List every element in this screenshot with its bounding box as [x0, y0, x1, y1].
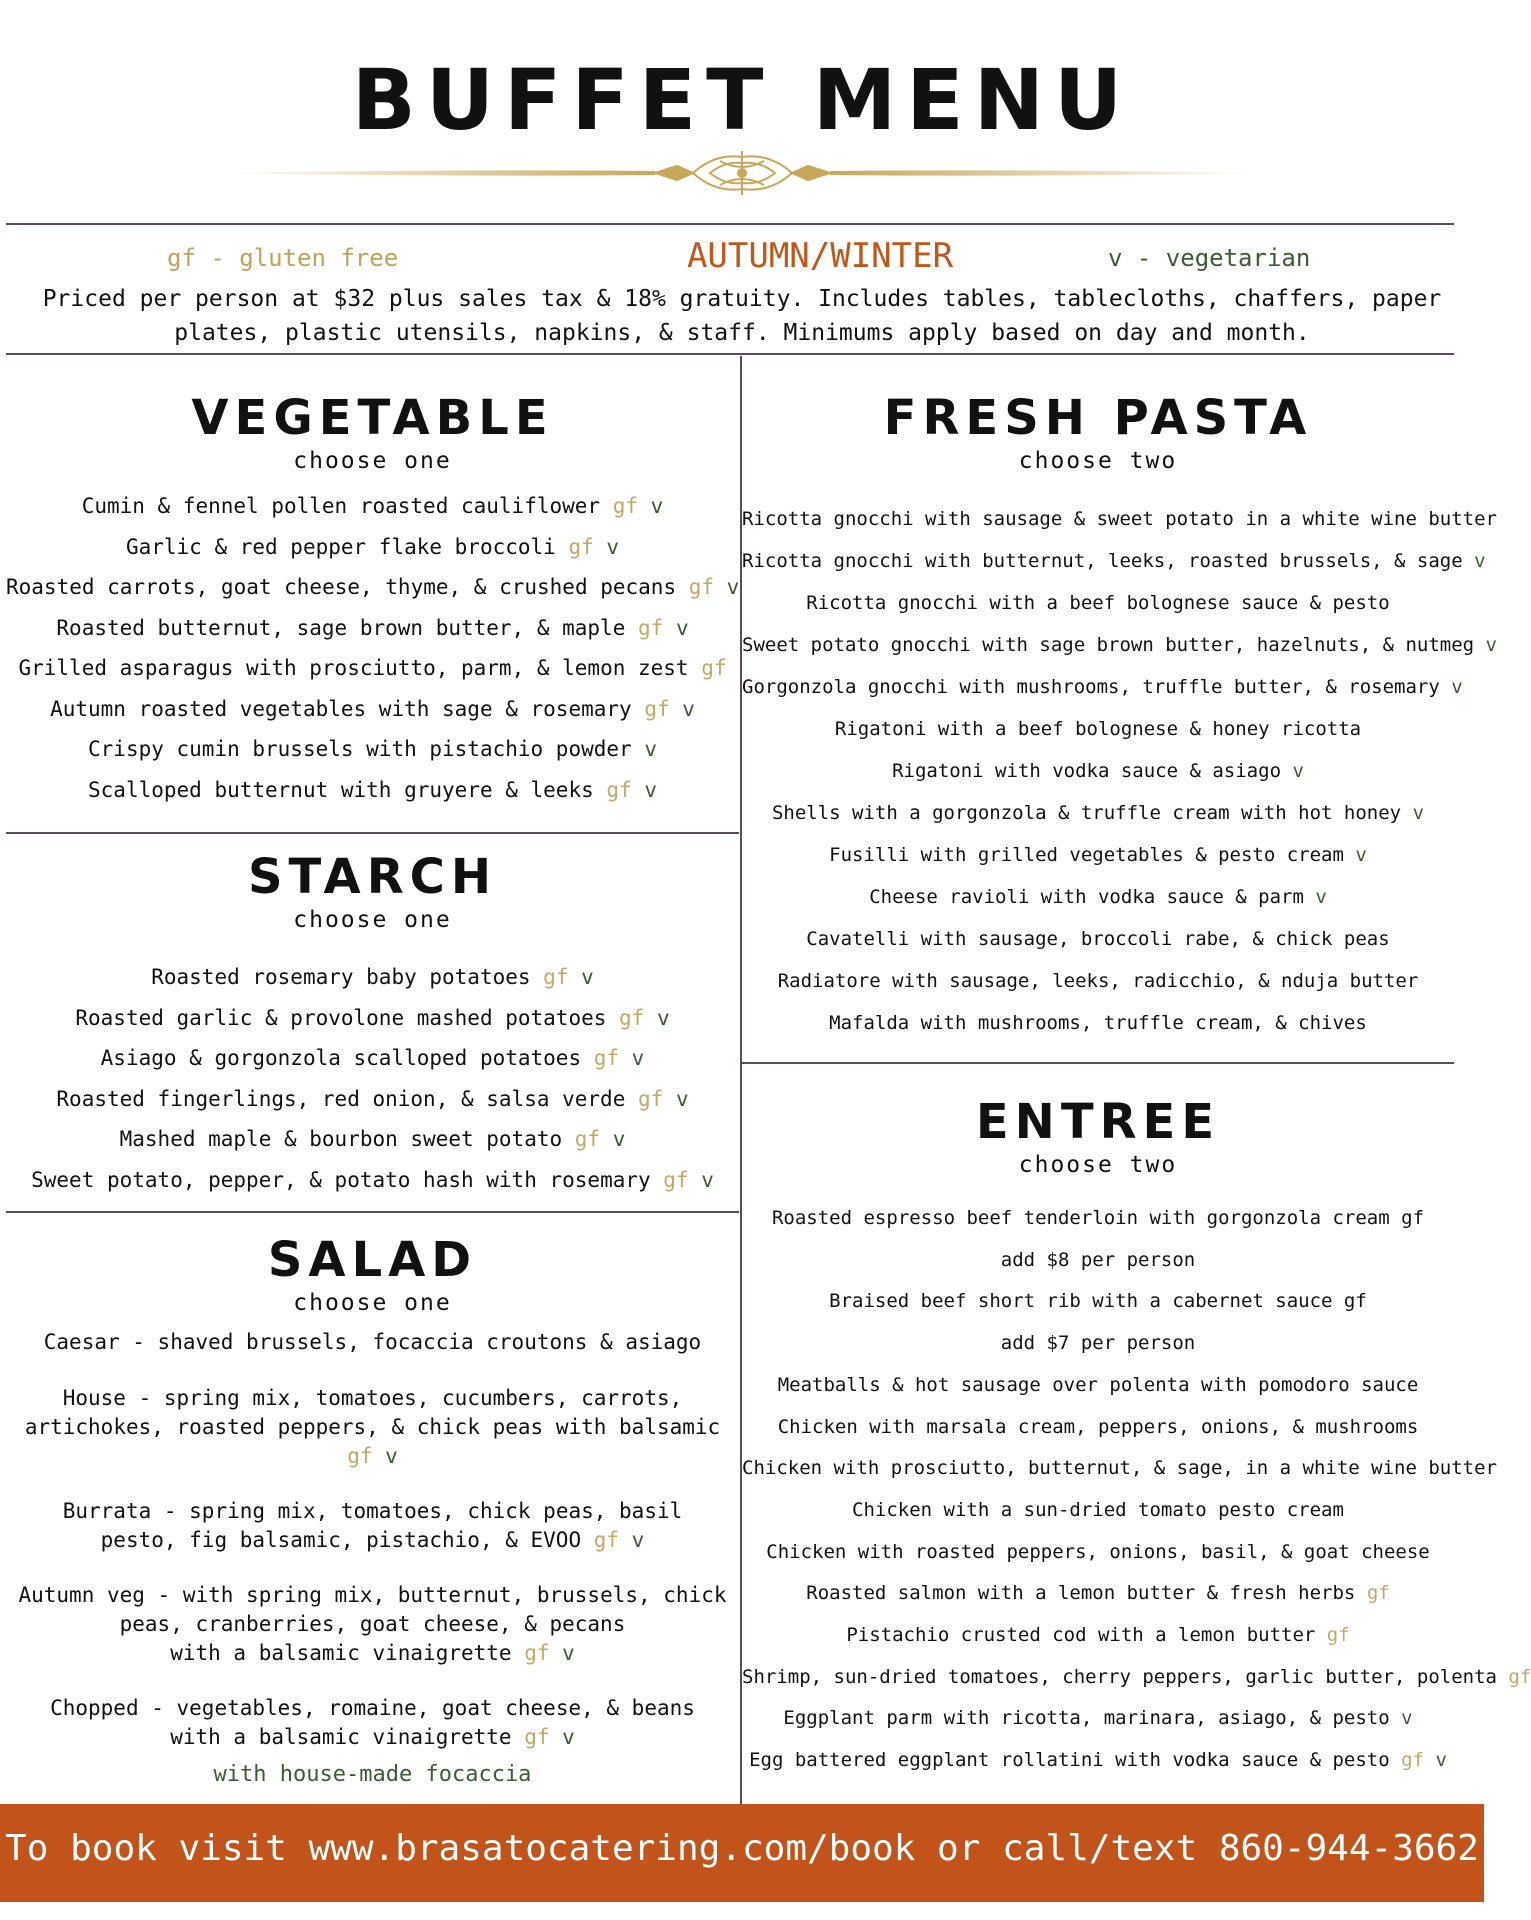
menu-item-text: Crispy cumin brussels with pistachio powder [88, 737, 632, 761]
menu-item-text: Asiago & gorgonzola scalloped potatoes [100, 1046, 582, 1070]
menu-item-text: Meatballs & hot sausage over polenta with pomodoro sauce [777, 1373, 1419, 1396]
salad-section-header [6, 1232, 739, 1316]
menu-item [742, 1448, 1497, 1490]
menu-item-line: Caesar - shaved brussels, focaccia croutons & asiago [43, 1330, 702, 1354]
section-subtitle: choose one [293, 907, 452, 933]
menu-item [742, 540, 1486, 582]
gluten-free-tag: gf [593, 777, 632, 802]
menu-item-text: Grilled asparagus with prosciutto, parm, & lemon zest [18, 656, 689, 680]
menu-item-line: with a balsamic vinaigrette gf v [170, 1725, 575, 1749]
vegetarian-tag: v [631, 777, 657, 802]
menu-item-line: pesto, fig balsamic, pistachio, & EVOO gf v [100, 1528, 645, 1552]
section-divider [6, 1211, 739, 1213]
menu-item [742, 1323, 1454, 1365]
menu-item-line: Burrata - spring mix, tomatoes, chick peas, basil [62, 1499, 683, 1523]
vegetarian-tag: v [638, 494, 664, 518]
menu-item-text: Egg battered eggplant rollatini with vodka sauce & pesto [749, 1749, 1390, 1772]
section-title: ENTREE [975, 1094, 1221, 1150]
season-heading: AUTUMN/WINTER [686, 236, 954, 276]
gluten-free-tag: gf [530, 965, 569, 989]
entree-list [742, 1198, 1531, 1782]
vegetarian-tag: v [663, 615, 689, 640]
vegetarian-tag: v [663, 1086, 689, 1111]
menu-item-line: artichokes, roasted peppers, & chick peas with balsamic gf v [24, 1415, 721, 1468]
menu-item [6, 1581, 739, 1668]
vegetarian-tag: v [619, 1046, 645, 1070]
vegetarian-tag: v [1389, 1707, 1413, 1730]
menu-item [6, 1328, 739, 1357]
vegetarian-tag: v [619, 1528, 645, 1552]
vegetarian-tag: v [549, 1641, 575, 1665]
vegetarian-tag: v [1281, 760, 1304, 782]
menu-item [742, 792, 1454, 834]
vegetable-section-header [6, 390, 739, 474]
vegetable-list [6, 486, 739, 810]
menu-item [742, 1657, 1531, 1699]
gluten-free-tag: gf [511, 1641, 550, 1665]
gluten-free-tag: gf [631, 696, 670, 721]
menu-item-line: House - spring mix, tomatoes, cucumbers, carrots, [62, 1386, 683, 1410]
gluten-free-tag: gf [606, 1005, 645, 1030]
menu-item-text: Shrimp, sun-dried tomatoes, cherry peppers, garlic butter, polenta [742, 1665, 1497, 1688]
menu-item-line: with a balsamic vinaigrette gf v [170, 1641, 575, 1665]
menu-item [742, 1740, 1454, 1782]
menu-item [742, 498, 1497, 540]
vegetarian-tag: v [1424, 1749, 1447, 1772]
menu-item [6, 1038, 739, 1079]
gluten-free-tag: gf [688, 656, 727, 680]
gluten-free-tag: gf [581, 1528, 620, 1552]
gluten-free-tag: gf [600, 494, 638, 518]
menu-item [742, 1281, 1454, 1323]
menu-item-text: Roasted fingerlings, red onion, & salsa verde [56, 1086, 626, 1111]
gluten-free-tag: gf [1355, 1582, 1390, 1605]
menu-item-line: Autumn veg - with spring mix, butternut, brussels, chick [18, 1583, 727, 1607]
menu-item-text: Roasted garlic & provolone mashed potatoes [75, 1005, 607, 1030]
menu-item-text: Radiatore with sausage, leeks, radicchio, & nduja butter [777, 970, 1419, 992]
menu-item-text: Mafalda with mushrooms, truffle cream, & chives [829, 1012, 1367, 1034]
menu-item [742, 1240, 1454, 1282]
menu-item-text: Garlic & red pepper flake broccoli [125, 534, 556, 559]
menu-item [6, 957, 739, 998]
menu-item-text: Ricotta gnocchi with a beef bolognese sauce & pesto [806, 592, 1390, 614]
menu-item-text: Pistachio crusted cod with a lemon butter [846, 1624, 1316, 1647]
menu-item [742, 1198, 1454, 1240]
gluten-free-tag: gf [1496, 1665, 1531, 1688]
vegetarian-tag: v [1474, 634, 1497, 656]
menu-item-text: Rigatoni with vodka sauce & asiago [892, 760, 1282, 782]
pricing-intro-line: plates, plastic utensils, napkins, & staff. Minimums apply based on day and month. [174, 320, 1310, 346]
gluten-free-tag: gf [1315, 1624, 1350, 1647]
menu-item [6, 1119, 739, 1160]
section-subtitle: choose two [1018, 1152, 1178, 1178]
section-subtitle: choose one [293, 1290, 452, 1316]
section-subtitle: choose one [293, 448, 452, 474]
gluten-free-tag: gf [676, 575, 715, 599]
menu-item [6, 1384, 739, 1471]
menu-item-text: Ricotta gnocchi with sausage & sweet potato in a white wine butter [742, 508, 1497, 530]
menu-item-text: Chicken with marsala cream, peppers, onions, & mushrooms [777, 1415, 1419, 1438]
section-title: SALAD [267, 1232, 478, 1288]
menu-item-text: Chicken with a sun-dried tomato pesto cream [852, 1498, 1344, 1521]
starch-section-header [6, 849, 739, 933]
menu-item-text: Cumin & fennel pollen roasted cauliflower [81, 494, 601, 518]
vegetarian-tag: v [1303, 886, 1327, 908]
menu-item-text: Sweet potato, pepper, & potato hash with rosemary [31, 1167, 651, 1192]
legend-gluten-free: gf - gluten free [167, 244, 399, 272]
gluten-free-tag: gf [555, 534, 594, 559]
section-subtitle: choose two [1018, 448, 1178, 474]
vegetarian-tag: v [372, 1444, 398, 1468]
entree-section-header [742, 1094, 1454, 1178]
pasta-list [742, 498, 1497, 1044]
menu-item [742, 750, 1454, 792]
menu-item-text: Eggplant parm with ricotta, marinara, asiago, & pesto [783, 1707, 1390, 1730]
menu-item-text: Chicken with roasted peppers, onions, basil, & goat cheese [766, 1540, 1430, 1563]
vegetarian-tag: v [631, 737, 657, 761]
starch-list [6, 957, 739, 1200]
menu-item [6, 527, 739, 568]
vegetarian-tag: v [568, 965, 594, 989]
menu-item-text: Scalloped butternut with gruyere & leeks [88, 777, 594, 802]
flourish-divider-icon [215, 147, 1270, 199]
menu-item-line: peas, cranberries, goat cheese, & pecans [119, 1612, 626, 1636]
menu-item [6, 689, 739, 730]
section-divider [6, 832, 739, 834]
vegetarian-tag: v [1401, 802, 1425, 824]
menu-item-text: Sweet potato gnocchi with sage brown butter, hazelnuts, & nutmeg [742, 634, 1475, 656]
gluten-free-tag: gf [581, 1046, 620, 1070]
gluten-free-tag: gf [511, 1725, 550, 1749]
salad-note: with house-made focaccia [213, 1762, 532, 1787]
menu-item [6, 1694, 739, 1752]
menu-item-text: Roasted rosemary baby potatoes [151, 965, 531, 989]
menu-item [742, 1365, 1454, 1407]
menu-item-text: Braised beef short rib with a cabernet sauce gf [829, 1290, 1367, 1313]
section-title: STARCH [247, 849, 498, 905]
legend-vegetarian: v - vegetarian [1108, 244, 1311, 272]
vegetarian-tag: v [714, 575, 740, 599]
vegetarian-tag: v [669, 696, 695, 721]
menu-item [6, 1160, 739, 1201]
menu-item [742, 582, 1454, 624]
gluten-free-tag: gf [625, 1086, 664, 1111]
vegetarian-tag: v [1462, 550, 1486, 572]
menu-item-text: Roasted salmon with a lemon butter & fresh herbs [806, 1582, 1356, 1605]
pricing-intro [20, 282, 1464, 350]
menu-item-text: Roasted butternut, sage brown butter, & maple [56, 615, 626, 640]
menu-item-line: Chopped - vegetables, romaine, goat cheese, & beans [50, 1696, 695, 1720]
menu-item [6, 729, 739, 770]
gluten-free-tag: gf [625, 615, 664, 640]
menu-item [742, 1532, 1454, 1574]
gluten-free-tag: gf [1389, 1749, 1425, 1772]
menu-item [6, 998, 739, 1039]
vegetarian-tag: v [1439, 676, 1463, 698]
section-title: FRESH PASTA [883, 390, 1313, 446]
menu-item [742, 918, 1454, 960]
gluten-free-tag: gf [650, 1167, 689, 1192]
menu-item [742, 666, 1463, 708]
menu-item-text: Cheese ravioli with vodka sauce & parm [869, 886, 1304, 908]
menu-item-text: Cavatelli with sausage, broccoli rabe, & chick peas [806, 928, 1390, 950]
menu-item [742, 1573, 1454, 1615]
menu-item [742, 708, 1454, 750]
menu-item-text: Shells with a gorgonzola & truffle cream with hot honey [771, 802, 1402, 824]
menu-item [6, 770, 739, 811]
menu-item [742, 1615, 1454, 1657]
menu-item [6, 486, 739, 527]
menu-item [6, 1497, 739, 1555]
menu-item-text: add $7 per person [1000, 1332, 1196, 1355]
menu-item [6, 648, 739, 689]
section-title: VEGETABLE [191, 390, 554, 446]
vegetarian-tag: v [644, 1005, 670, 1030]
salad-list [6, 1328, 739, 1778]
menu-item [742, 876, 1454, 918]
menu-item [742, 834, 1454, 876]
menu-item [742, 960, 1454, 1002]
vegetarian-tag: v [549, 1725, 575, 1749]
menu-item [6, 608, 739, 649]
vegetarian-tag: v [1343, 844, 1367, 866]
gluten-free-tag: gf [562, 1127, 601, 1151]
vegetarian-tag: v [688, 1167, 714, 1192]
menu-item-text: Roasted espresso beef tenderloin with gorgonzola cream gf [771, 1207, 1425, 1229]
header-bottom-rule [6, 353, 1454, 355]
menu-item-text: Autumn roasted vegetables with sage & rosemary [50, 696, 632, 721]
menu-item [742, 1002, 1454, 1044]
pasta-section-header [742, 390, 1454, 474]
menu-item-text: add $8 per person [1000, 1248, 1196, 1271]
menu-item [742, 1698, 1454, 1740]
menu-item [6, 567, 739, 608]
menu-item-text: Fusilli with grilled vegetables & pesto cream [829, 844, 1344, 866]
header-top-rule [6, 223, 1454, 225]
page-title: BUFFET MENU [351, 51, 1133, 149]
menu-item [6, 1079, 739, 1120]
menu-item-text: Roasted carrots, goat cheese, thyme, & crushed pecans [6, 575, 677, 599]
menu-item-text: Mashed maple & bourbon sweet potato [119, 1127, 563, 1151]
section-divider [742, 1062, 1454, 1064]
menu-item [742, 1407, 1454, 1449]
menu-item-text: Rigatoni with a beef bolognese & honey ricotta [834, 718, 1362, 740]
vegetarian-tag: v [600, 1127, 626, 1151]
menu-item-text: Ricotta gnocchi with butternut, leeks, roasted brussels, & sage [742, 550, 1463, 572]
menu-item [742, 624, 1497, 666]
menu-item-text: Chicken with prosciutto, butternut, & sage, in a white wine butter [742, 1457, 1497, 1480]
menu-item-text: Gorgonzola gnocchi with mushrooms, truffle butter, & rosemary [742, 676, 1440, 698]
booking-link[interactable]: To book visit www.brasatocatering.com/book or call/text 860-944-3662 [5, 1828, 1479, 1869]
gluten-free-tag: gf [347, 1444, 373, 1468]
pricing-intro-line: Priced per person at $32 plus sales tax & 18% gratuity. Includes tables, tablecloths, chaffers, paper [42, 286, 1442, 312]
vegetarian-tag: v [593, 534, 620, 559]
menu-item [742, 1490, 1454, 1532]
